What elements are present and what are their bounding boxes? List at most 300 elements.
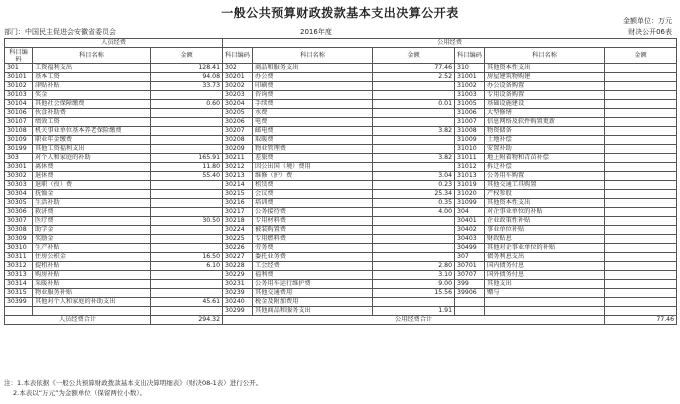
amount-cell	[151, 226, 223, 235]
code-cell: 304	[455, 208, 485, 217]
name-cell: 住房公积金	[33, 253, 151, 262]
amount-cell	[605, 136, 677, 145]
code-cell: 31001	[455, 73, 485, 82]
code-cell: 30313	[5, 271, 33, 280]
name-cell: 拆迁补偿	[485, 163, 605, 172]
code-cell: 30701	[455, 262, 485, 271]
code-cell: 30314	[5, 280, 33, 289]
amount-cell: 3.82	[373, 154, 455, 163]
amount-cell: 3.82	[373, 127, 455, 136]
name-cell: 伙食补助费	[33, 109, 151, 118]
table-row	[5, 298, 677, 307]
column-header-row	[5, 48, 677, 64]
name-cell: 税金及附加费用	[253, 298, 373, 307]
amount-cell: 9.00	[373, 280, 455, 289]
amount-cell	[373, 226, 455, 235]
personnel-total-label: 人员经费合计	[5, 316, 151, 325]
amount-cell	[151, 181, 223, 190]
year-label: 2016年度	[300, 28, 332, 36]
amount-cell	[151, 208, 223, 217]
amount-cell: 77.46	[373, 64, 455, 73]
name-cell: 财政贴息	[485, 235, 605, 244]
name-cell: 生活补助	[33, 199, 151, 208]
name-cell: 工会经费	[253, 262, 373, 271]
name-cell: 其他交通费用	[253, 289, 373, 298]
code-cell: 31002	[455, 82, 485, 91]
name-cell	[33, 307, 151, 316]
amount-cell: 4.00	[373, 208, 455, 217]
amount-cell	[605, 64, 677, 73]
name-cell: 办公费	[253, 73, 373, 82]
code-cell: 307	[455, 253, 485, 262]
table-row	[5, 109, 677, 118]
name-cell: 邮电费	[253, 127, 373, 136]
code-cell: 30103	[5, 91, 33, 100]
name-cell: 医疗费	[33, 217, 151, 226]
code-cell: 30217	[223, 208, 253, 217]
name-cell: 其他资本性支出	[485, 64, 605, 73]
name-cell: 国内债务付息	[485, 262, 605, 271]
name-cell: 其他支出	[485, 280, 605, 289]
amount-cell	[373, 136, 455, 145]
amount-cell	[373, 244, 455, 253]
name-cell: 商品和服务支出	[253, 64, 373, 73]
amount-cell: 25.34	[373, 190, 455, 199]
name-cell: 公务接待费	[253, 208, 373, 217]
code-cell: 30205	[223, 109, 253, 118]
code-header: 科目编码	[5, 48, 33, 64]
amount-cell	[151, 145, 223, 154]
name-cell: 其他社会保障缴费	[33, 100, 151, 109]
name-cell: 土地补偿	[485, 136, 605, 145]
code-cell: 30208	[223, 136, 253, 145]
amount-cell: 3.04	[373, 172, 455, 181]
name-cell: 劳务费	[253, 244, 373, 253]
name-cell: 事业单位补贴	[485, 226, 605, 235]
code-cell: 30204	[223, 100, 253, 109]
code-cell: 30209	[223, 145, 253, 154]
name-cell: 被装购置费	[253, 226, 373, 235]
name-cell: 奖金	[33, 91, 151, 100]
amount-cell	[605, 244, 677, 253]
name-cell: 租赁费	[253, 181, 373, 190]
amount-cell	[373, 91, 455, 100]
table-row	[5, 271, 677, 280]
amount-cell	[605, 100, 677, 109]
amount-cell: 0.23	[373, 181, 455, 190]
name-cell: 工资福利支出	[33, 64, 151, 73]
public-total-value: 77.46	[605, 316, 677, 325]
name-cell: 物业管理费	[253, 145, 373, 154]
note-1: 注：1.本表依据《一般公共预算财政拨款基本支出决算明细表》（财决08-1表）进行公开。	[4, 379, 263, 387]
code-cell: 39906	[455, 289, 485, 298]
code-cell: 31011	[455, 154, 485, 163]
amount-header: 金额	[151, 48, 223, 64]
name-cell: 公务用车运行维护费	[253, 280, 373, 289]
amount-cell	[373, 82, 455, 91]
amount-cell	[605, 190, 677, 199]
code-cell: 310	[455, 64, 485, 73]
code-cell	[5, 307, 33, 316]
amount-cell	[151, 127, 223, 136]
name-cell: 其他工资福利支出	[33, 145, 151, 154]
code-cell	[455, 298, 485, 307]
amount-cell: 15.56	[373, 289, 455, 298]
name-cell: 基本工资	[33, 73, 151, 82]
amount-cell	[151, 91, 223, 100]
name-header: 科目名称	[253, 48, 373, 64]
name-cell: 其他对个人和家庭的补助支出	[33, 298, 151, 307]
public-group-header: 公用经费	[223, 39, 677, 48]
personnel-total-value: 294.32	[151, 316, 223, 325]
amount-cell	[605, 208, 677, 217]
name-cell: 专用燃料费	[253, 235, 373, 244]
name-cell: 培训费	[253, 199, 373, 208]
amount-cell	[605, 280, 677, 289]
form-code: 财决公开06表	[628, 28, 672, 36]
table-row	[5, 154, 677, 163]
code-cell: 30304	[5, 190, 33, 199]
code-cell: 31005	[455, 100, 485, 109]
code-header: 科目编码	[455, 48, 485, 64]
name-header: 科目名称	[33, 48, 151, 64]
name-cell: 其他交通工具购置	[485, 181, 605, 190]
name-cell: 专用设备购置	[485, 91, 605, 100]
code-cell: 31020	[455, 190, 485, 199]
amount-cell	[605, 127, 677, 136]
table-row	[5, 262, 677, 271]
amount-cell	[605, 298, 677, 307]
code-cell: 30213	[223, 172, 253, 181]
code-cell: 30499	[455, 244, 485, 253]
table-row	[5, 190, 677, 199]
code-cell: 30225	[223, 235, 253, 244]
table-body	[5, 64, 677, 316]
amount-cell	[151, 136, 223, 145]
name-cell: 物业服务补贴	[33, 289, 151, 298]
unit-label: 金额单位：万元	[623, 17, 672, 25]
table-row	[5, 307, 677, 316]
department-label: 部门：中国民主促进会安徽省委员会	[4, 28, 116, 36]
name-cell: 奖励金	[33, 235, 151, 244]
name-cell: 退休费	[33, 172, 151, 181]
amount-cell: 11.80	[151, 163, 223, 172]
code-cell: 30315	[5, 289, 33, 298]
group-header-row	[5, 39, 677, 48]
name-cell: 公务用车购置	[485, 172, 605, 181]
amount-cell	[605, 253, 677, 262]
amount-header: 金额	[373, 48, 455, 64]
amount-cell	[605, 91, 677, 100]
code-cell: 30310	[5, 244, 33, 253]
name-cell: 福利费	[253, 271, 373, 280]
name-cell: 产权参股	[485, 190, 605, 199]
name-cell: 其他商品和服务支出	[253, 307, 373, 316]
amount-cell	[605, 289, 677, 298]
amount-cell	[151, 280, 223, 289]
name-cell: 救济费	[33, 208, 151, 217]
amount-cell	[151, 244, 223, 253]
name-cell: 职业年金缴费	[33, 136, 151, 145]
table-row	[5, 253, 677, 262]
amount-cell: 165.91	[151, 154, 223, 163]
code-cell: 30218	[223, 217, 253, 226]
table-row	[5, 244, 677, 253]
code-cell: 30240	[223, 298, 253, 307]
code-cell	[455, 307, 485, 316]
code-cell: 30214	[223, 181, 253, 190]
amount-cell	[605, 154, 677, 163]
table-row	[5, 82, 677, 91]
code-cell: 30309	[5, 235, 33, 244]
code-cell: 30311	[5, 253, 33, 262]
code-cell: 30207	[223, 127, 253, 136]
name-cell: 机关事业单位基本养老保险缴费	[33, 127, 151, 136]
table-row	[5, 163, 677, 172]
amount-cell: 1.91	[373, 307, 455, 316]
code-cell: 30102	[5, 82, 33, 91]
amount-cell	[605, 118, 677, 127]
amount-cell	[151, 190, 223, 199]
amount-cell: 94.08	[151, 73, 223, 82]
table-row	[5, 172, 677, 181]
name-cell: 取暖费	[253, 136, 373, 145]
name-cell: 采暖补贴	[33, 280, 151, 289]
name-cell: 委托业务费	[253, 253, 373, 262]
amount-cell	[151, 271, 223, 280]
code-cell: 30104	[5, 100, 33, 109]
code-cell: 30307	[5, 217, 33, 226]
amount-cell	[373, 235, 455, 244]
table-row	[5, 181, 677, 190]
name-cell: 差旅费	[253, 154, 373, 163]
code-cell: 31019	[455, 181, 485, 190]
code-header: 科目编码	[223, 48, 253, 64]
name-cell: 其他资本性支出	[485, 199, 605, 208]
table-row	[5, 64, 677, 73]
code-cell: 31007	[455, 118, 485, 127]
amount-cell: 0.60	[151, 100, 223, 109]
amount-cell	[151, 235, 223, 244]
code-cell: 31009	[455, 136, 485, 145]
table-row	[5, 127, 677, 136]
name-cell: 对企事业单位的补贴	[485, 208, 605, 217]
amount-cell: 30.50	[151, 217, 223, 226]
code-cell: 30202	[223, 82, 253, 91]
table-row	[5, 100, 677, 109]
name-cell: 咨询费	[253, 91, 373, 100]
name-header: 科目名称	[485, 48, 605, 64]
amount-cell: 45.61	[151, 298, 223, 307]
code-cell: 30299	[223, 307, 253, 316]
code-cell: 30305	[5, 199, 33, 208]
code-cell: 30206	[223, 118, 253, 127]
amount-cell	[605, 217, 677, 226]
code-cell: 302	[223, 64, 253, 73]
amount-cell	[605, 109, 677, 118]
code-cell: 31012	[455, 163, 485, 172]
code-cell: 30109	[5, 136, 33, 145]
code-cell: 303	[5, 154, 33, 163]
name-cell: 生产补贴	[33, 244, 151, 253]
name-cell: 电费	[253, 118, 373, 127]
amount-cell	[605, 145, 677, 154]
amount-cell: 0.01	[373, 100, 455, 109]
code-cell: 30401	[455, 217, 485, 226]
notes	[4, 378, 262, 398]
name-cell: 基础设施建设	[485, 100, 605, 109]
code-cell: 31013	[455, 172, 485, 181]
code-cell: 30101	[5, 73, 33, 82]
table-row	[5, 199, 677, 208]
code-cell: 399	[455, 280, 485, 289]
totals-row	[5, 316, 677, 325]
name-cell: 津贴补贴	[33, 82, 151, 91]
code-cell: 30301	[5, 163, 33, 172]
table-row	[5, 136, 677, 145]
code-cell: 30199	[5, 145, 33, 154]
code-cell: 30107	[5, 118, 33, 127]
amount-cell: 6.10	[151, 262, 223, 271]
amount-cell	[373, 118, 455, 127]
name-cell: 国外债务付息	[485, 271, 605, 280]
name-cell: 办公设备购置	[485, 82, 605, 91]
report-title: 一般公共预算财政拨款基本支出决算公开表	[221, 6, 459, 20]
code-cell: 30216	[223, 199, 253, 208]
code-cell: 30215	[223, 190, 253, 199]
amount-cell: 0.35	[373, 199, 455, 208]
code-cell: 31010	[455, 145, 485, 154]
amount-cell	[151, 289, 223, 298]
name-cell: 绩效工资	[33, 118, 151, 127]
name-cell	[485, 298, 605, 307]
code-cell: 30707	[455, 271, 485, 280]
name-cell: 购房补贴	[33, 271, 151, 280]
name-cell: 大型修缮	[485, 109, 605, 118]
code-cell: 30229	[223, 271, 253, 280]
name-cell: 地上附着物和青苗补偿	[485, 154, 605, 163]
name-cell: 抚恤金	[33, 190, 151, 199]
table-row	[5, 73, 677, 82]
name-cell: 会议费	[253, 190, 373, 199]
table-row	[5, 91, 677, 100]
name-cell: 赠与	[485, 289, 605, 298]
expenditure-table	[4, 38, 677, 325]
name-cell: 信息网络及软件购置更新	[485, 118, 605, 127]
name-cell: 对个人和家庭的补助	[33, 154, 151, 163]
code-cell: 30212	[223, 163, 253, 172]
amount-cell	[373, 253, 455, 262]
amount-cell: 55.40	[151, 172, 223, 181]
name-cell: 房屋建筑物购建	[485, 73, 605, 82]
amount-cell	[605, 199, 677, 208]
code-cell: 30312	[5, 262, 33, 271]
code-cell: 30302	[5, 172, 33, 181]
amount-cell	[605, 73, 677, 82]
name-cell: 退职（役）费	[33, 181, 151, 190]
amount-cell	[151, 307, 223, 316]
name-cell: 离休费	[33, 163, 151, 172]
code-cell: 31003	[455, 91, 485, 100]
name-cell: 专用材料费	[253, 217, 373, 226]
name-cell: 助学金	[33, 226, 151, 235]
amount-cell	[151, 109, 223, 118]
code-cell: 30402	[455, 226, 485, 235]
table-row	[5, 226, 677, 235]
code-cell: 30203	[223, 91, 253, 100]
personnel-group-header: 人员经费	[5, 39, 223, 48]
amount-cell: 2.80	[373, 262, 455, 271]
amount-cell	[605, 262, 677, 271]
amount-cell	[373, 163, 455, 172]
amount-cell	[151, 118, 223, 127]
code-cell: 30211	[223, 154, 253, 163]
amount-cell	[605, 181, 677, 190]
code-cell: 30106	[5, 109, 33, 118]
amount-cell	[605, 235, 677, 244]
amount-cell: 33.73	[151, 82, 223, 91]
table-row	[5, 217, 677, 226]
amount-cell	[605, 163, 677, 172]
amount-cell	[373, 109, 455, 118]
name-cell: 债务利息支出	[485, 253, 605, 262]
amount-cell	[605, 82, 677, 91]
code-cell: 30227	[223, 253, 253, 262]
code-cell: 30201	[223, 73, 253, 82]
name-cell	[485, 307, 605, 316]
amount-cell	[373, 217, 455, 226]
code-cell: 30306	[5, 208, 33, 217]
name-cell: 企业政策性补贴	[485, 217, 605, 226]
code-cell: 30403	[455, 235, 485, 244]
amount-cell: 2.52	[373, 73, 455, 82]
code-cell: 30228	[223, 262, 253, 271]
code-cell: 301	[5, 64, 33, 73]
amount-cell	[605, 307, 677, 316]
code-cell: 30239	[223, 289, 253, 298]
table-row	[5, 289, 677, 298]
code-cell: 30231	[223, 280, 253, 289]
amount-cell: 128.41	[151, 64, 223, 73]
name-cell: 水费	[253, 109, 373, 118]
code-cell: 31006	[455, 109, 485, 118]
code-cell: 31099	[455, 199, 485, 208]
public-total-label: 公用经费合计	[223, 316, 605, 325]
amount-cell	[373, 145, 455, 154]
name-cell: 物资储备	[485, 127, 605, 136]
amount-cell	[605, 271, 677, 280]
note-2: 2.本表以“万元”为金额单位（保留两位小数）。	[13, 389, 147, 397]
table-row	[5, 145, 677, 154]
code-cell: 30303	[5, 181, 33, 190]
amount-cell	[373, 298, 455, 307]
code-cell: 30108	[5, 127, 33, 136]
code-cell: 30308	[5, 226, 33, 235]
amount-cell	[151, 199, 223, 208]
amount-header: 金额	[605, 48, 677, 64]
amount-cell: 16.50	[151, 253, 223, 262]
amount-cell	[605, 172, 677, 181]
amount-cell: 3.10	[373, 271, 455, 280]
name-cell: 手续费	[253, 100, 373, 109]
table-row	[5, 118, 677, 127]
name-cell: 提租补贴	[33, 262, 151, 271]
name-cell: 维修（护）费	[253, 172, 373, 181]
code-cell: 30224	[223, 226, 253, 235]
code-cell: 31008	[455, 127, 485, 136]
code-cell: 30226	[223, 244, 253, 253]
name-cell: 印刷费	[253, 82, 373, 91]
